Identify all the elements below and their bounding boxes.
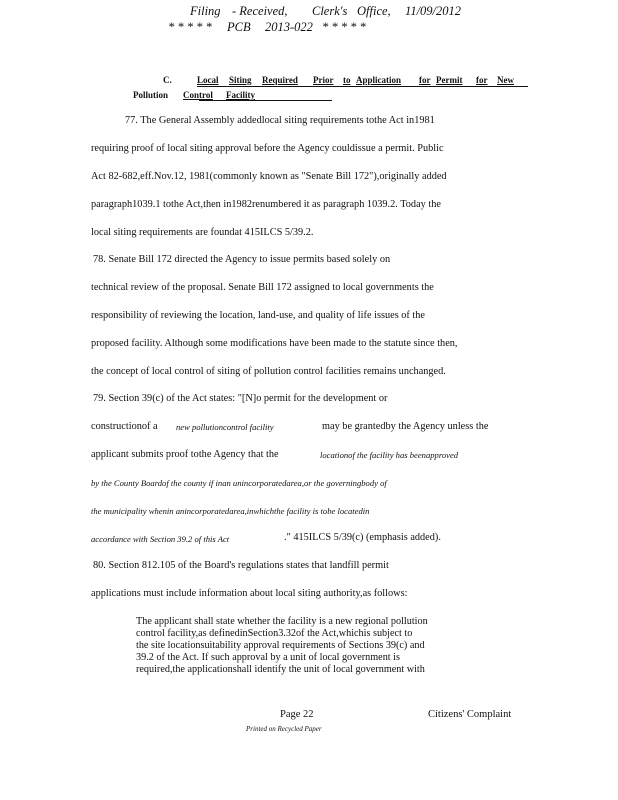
paragraph-78-line: proposed facility. Although some modifications have been made to the statute since then,: [91, 338, 458, 349]
paragraph-77-line: Act 82-682,eff.Nov.12, 1981(commonly known as "Senate Bill 172"),originally added: [91, 171, 447, 182]
paragraph-78-line: 78. Senate Bill 172 directed the Agency to issue permits based solely on: [93, 254, 391, 265]
paragraph-77-line: 77. The General Assembly addedlocal siting requirements tothe Act in1981: [125, 115, 435, 126]
section-title-word: Permit: [436, 75, 463, 85]
paragraph-78-line: the concept of local control of siting of pollution control facilities remains unchanged.: [91, 366, 446, 377]
quote-line: the site locationsuitability approval requirements of Sections 39(c) and: [136, 640, 425, 651]
paragraph-79-line: may be grantedby the Agency unless the: [322, 421, 489, 432]
paragraph-78-line: technical review of the proposal. Senate Bill 172 assigned to local governments the: [91, 282, 434, 293]
header-stars-right: * * * * *: [322, 20, 366, 34]
section-title-word: Local: [197, 75, 219, 85]
paragraph-79-emphasis: locationof the facility has beenapproved: [320, 450, 459, 460]
section-title-underline: [199, 100, 332, 101]
paragraph-79-line: ." 415ILCS 5/39(c) (emphasis added).: [284, 532, 441, 543]
header-filing: Filing: [190, 4, 221, 18]
paragraph-77-line: local siting requirements are foundat 415ILCS 5/39.2.: [91, 227, 314, 238]
header-pcb: PCB: [227, 20, 251, 34]
paragraph-77-line: paragraph1039.1 tothe Act,then in1982renumbered it as paragraph 1039.2. Today the: [91, 199, 441, 210]
paragraph-79-emphasis: accordance with Section 39.2 of this Act: [91, 534, 230, 544]
section-title-word: for: [419, 75, 431, 85]
paragraph-80-line: applications must include information about local siting authority,as follows:: [91, 588, 408, 599]
paragraph-79-line: 79. Section 39(c) of the Act states: "[N]o permit for the development or: [93, 393, 388, 404]
page-number: Page 22: [280, 709, 314, 720]
quote-line: 39.2 of the Act. If such approval by a unit of local government is: [136, 652, 400, 663]
paragraph-80-line: 80. Section 812.105 of the Board's regulations states that landfill permit: [93, 560, 389, 571]
paragraph-79-line: constructionof a: [91, 421, 158, 432]
header-clerks: Clerk's: [312, 4, 348, 18]
section-title-word: New: [497, 75, 514, 85]
paragraph-79-emphasis: by the County Boardof the county if inan unincorporatedarea,or the governingbody of: [91, 478, 387, 488]
section-title-word: for: [476, 75, 488, 85]
block-quote: [136, 616, 476, 676]
header-case-number: 2013-022: [265, 20, 313, 34]
paragraph-79-emphasis: the municipality whenin anincorporatedarea,inwhichthe facility is tobe locatedin: [91, 506, 370, 516]
header-stars-left: * * * * *: [168, 20, 212, 34]
paragraph-79-emphasis: new pollutioncontrol facility: [176, 422, 274, 432]
quote-line: The applicant shall state whether the facility is a new regional pollution: [136, 616, 428, 627]
paragraph-78-line: responsibility of reviewing the location, land-use, and quality of life issues of the: [91, 310, 426, 321]
quote-line: control facility,as definedinSection3.32of the Act,whichis subject to: [136, 628, 413, 639]
header-office: Office,: [357, 4, 391, 18]
section-title-word: to: [343, 75, 351, 85]
paragraph-79-line: applicant submits proof tothe Agency that the: [91, 449, 279, 460]
section-label: C.: [163, 75, 172, 85]
section-title-word: Required: [262, 75, 298, 85]
quote-line: required,the applicationshall identify the unit of local government with: [136, 664, 425, 675]
section-title-word: Control: [183, 90, 213, 100]
footer-document-title: Citizens' Complaint: [428, 709, 512, 720]
header-received: - Received,: [232, 4, 288, 18]
paragraph-77-line: requiring proof of local siting approval before the Agency couldissue a permit. Public: [91, 143, 444, 154]
header-date: 11/09/2012: [405, 4, 462, 18]
section-title-word: Pollution: [133, 90, 169, 100]
section-title-word: Application: [356, 75, 402, 85]
section-title-word: Prior: [313, 75, 334, 85]
footer-printed-note: Printed on Recycled Paper: [246, 725, 322, 733]
section-title-underline: [197, 86, 528, 87]
section-title-word: Facility: [226, 90, 255, 100]
section-title-word: Siting: [229, 75, 252, 85]
